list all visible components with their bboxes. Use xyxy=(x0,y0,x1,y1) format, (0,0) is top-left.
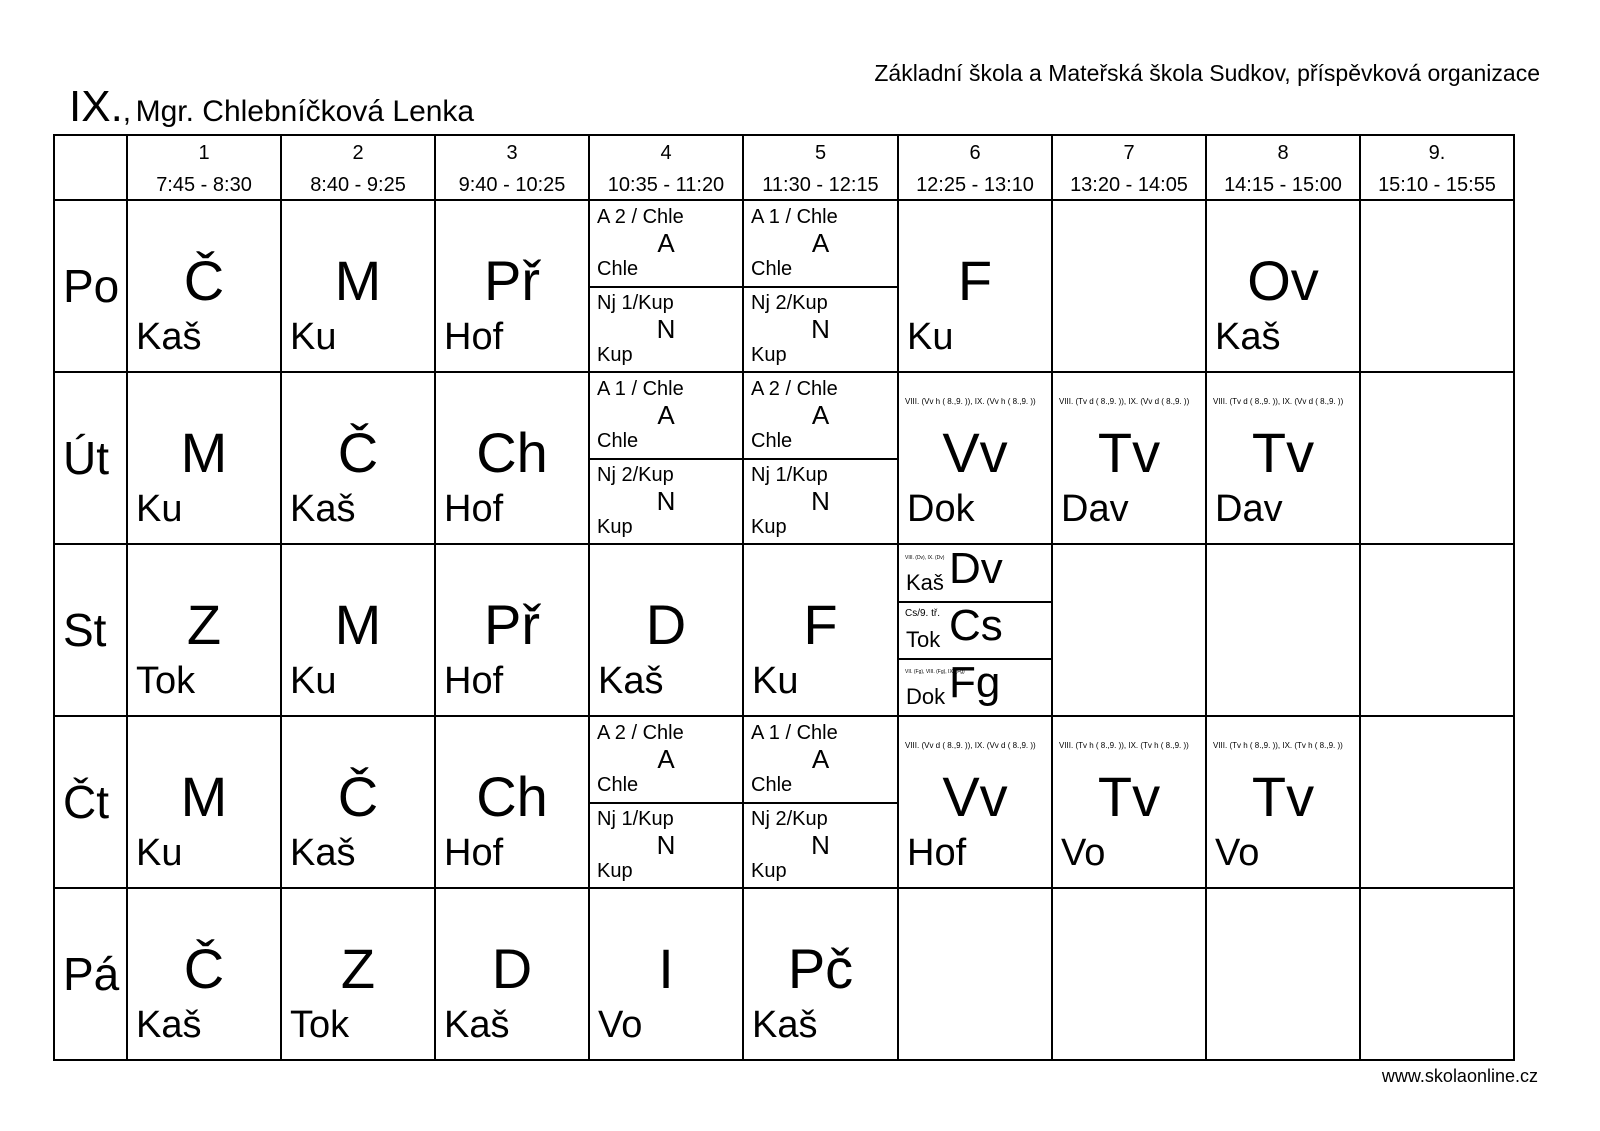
period-header-row xyxy=(54,135,1514,200)
lesson-teacher: Dok xyxy=(907,488,975,530)
group-subject: N xyxy=(656,486,676,516)
lesson-cell xyxy=(743,888,898,1060)
lesson-teacher: Kaš xyxy=(290,832,356,874)
lesson-subject: Z xyxy=(186,593,222,656)
group-teacher: Chle xyxy=(751,430,793,452)
lesson-teacher: Hof xyxy=(444,488,504,530)
empty-lesson xyxy=(1360,372,1514,544)
lesson-cell xyxy=(127,544,281,716)
lesson-subject: Vv xyxy=(942,765,1008,828)
lesson-teacher: Ku xyxy=(136,832,183,874)
lesson-cell xyxy=(281,888,435,1060)
group-name: A 2 / Chle xyxy=(597,206,684,228)
group-teacher: Kup xyxy=(751,860,787,882)
timetable xyxy=(53,134,1515,1061)
lesson-subject: Tv xyxy=(1251,765,1315,828)
empty-lesson xyxy=(1360,888,1514,1060)
lesson-teacher: Kaš xyxy=(752,1004,818,1046)
group-name: Nj 1/Kup xyxy=(597,292,674,314)
lesson-teacher: Ku xyxy=(290,660,337,702)
empty-lesson xyxy=(898,888,1052,1060)
lesson-subject: Ch xyxy=(476,421,548,484)
lesson-subject: I xyxy=(658,937,674,1000)
group-lesson xyxy=(590,459,742,544)
elective-lesson xyxy=(899,659,1051,715)
period-header xyxy=(1206,135,1360,200)
lesson-cell xyxy=(127,372,281,544)
period-time: 12:25 - 13:10 xyxy=(916,174,1034,196)
period-number: 7 xyxy=(1123,142,1135,164)
elective-subject: Fg xyxy=(949,658,1001,707)
lesson-note: VIII. (Tv d ( 8.,9. )), IX. (Vv d ( 8.,9. )) xyxy=(1213,397,1344,406)
group-teacher: Chle xyxy=(751,258,793,280)
lesson-cell xyxy=(281,372,435,544)
lesson-cell xyxy=(281,544,435,716)
lesson-cell xyxy=(898,716,1052,888)
lesson-subject: D xyxy=(645,593,687,656)
lesson-cell xyxy=(435,372,589,544)
lesson-teacher: Ku xyxy=(290,316,337,358)
lesson-subject: F xyxy=(957,249,993,312)
elective-lesson xyxy=(899,602,1051,660)
lesson-cell xyxy=(435,716,589,888)
lesson-teacher: Ku xyxy=(136,488,183,530)
empty-lesson xyxy=(1206,544,1360,716)
lesson-cell xyxy=(898,372,1052,544)
period-header xyxy=(1052,135,1206,200)
period-header xyxy=(281,135,435,200)
period-number: 1 xyxy=(198,142,210,164)
lesson-cell xyxy=(281,200,435,372)
lesson-note: VIII. (Tv d ( 8.,9. )), IX. (Vv d ( 8.,9. )) xyxy=(1059,397,1190,406)
class-teacher: Mgr. Chlebníčková Lenka xyxy=(135,95,475,128)
lesson-cell xyxy=(127,888,281,1060)
lesson-subject: F xyxy=(803,593,838,656)
lesson-teacher: Kaš xyxy=(598,660,664,702)
lesson-cell xyxy=(127,200,281,372)
group-subject: A xyxy=(657,400,675,430)
group-subject: N xyxy=(656,314,676,344)
lesson-subject: Č xyxy=(183,937,225,1000)
footer-link[interactable]: www.skolaonline.cz xyxy=(1381,1066,1538,1086)
corner-cell xyxy=(54,135,127,200)
school-name: Základní škola a Mateřská škola Sudkov, příspěvková organizace xyxy=(874,60,1540,86)
period-header xyxy=(435,135,589,200)
group-lesson xyxy=(744,287,897,372)
page-title xyxy=(69,82,474,132)
empty-lesson xyxy=(1360,544,1514,716)
period-number: 2 xyxy=(352,142,364,164)
group-name: A 1 / Chle xyxy=(751,206,838,228)
lesson-subject: M xyxy=(180,421,228,484)
day-cell xyxy=(54,544,127,716)
group-lesson xyxy=(590,287,742,372)
group-lesson xyxy=(590,201,742,288)
elective-lesson xyxy=(899,545,1051,603)
lesson-cell xyxy=(743,372,898,544)
lesson-teacher: Kaš xyxy=(1215,316,1281,358)
lesson-teacher: Tok xyxy=(290,1004,350,1046)
group-lesson xyxy=(744,459,897,544)
group-teacher: Chle xyxy=(751,774,793,796)
group-lesson xyxy=(590,373,742,460)
group-lesson xyxy=(590,803,742,888)
lesson-subject: Př xyxy=(484,249,540,312)
class-name: IX. xyxy=(69,82,123,131)
elective-note: VII. (Fg), VIII. (Fg), IX. (Fg) xyxy=(905,669,965,675)
lesson-cell xyxy=(743,544,898,716)
lesson-teacher: Vo xyxy=(1215,832,1260,874)
empty-lesson xyxy=(1052,200,1206,372)
lesson-subject: M xyxy=(334,593,382,656)
group-name: Nj 1/Kup xyxy=(597,808,674,830)
group-subject: N xyxy=(811,486,830,516)
group-teacher: Chle xyxy=(597,258,639,280)
group-subject: N xyxy=(656,830,676,860)
group-subject: N xyxy=(811,830,830,860)
elective-note: VIII. (Dv), IX. (Dv) xyxy=(905,555,945,561)
period-header xyxy=(1360,135,1514,200)
group-lesson xyxy=(744,803,897,888)
day-row xyxy=(54,716,1514,888)
lesson-note: VIII. (Tv h ( 8.,9. )), IX. (Tv h ( 8.,9. )) xyxy=(1059,741,1189,750)
empty-lesson xyxy=(1206,888,1360,1060)
day-row xyxy=(54,200,1514,372)
lesson-cell xyxy=(743,716,898,888)
lesson-cell xyxy=(435,200,589,372)
lesson-subject: Z xyxy=(340,937,376,1000)
lesson-subject: Ov xyxy=(1247,249,1319,312)
day-name: St xyxy=(63,604,107,656)
group-subject: A xyxy=(657,744,675,774)
empty-lesson xyxy=(1360,200,1514,372)
lesson-subject: M xyxy=(334,249,382,312)
lesson-subject: Č xyxy=(337,421,379,484)
group-name: A 2 / Chle xyxy=(751,378,838,400)
lesson-subject: M xyxy=(180,765,228,828)
group-lesson xyxy=(744,373,897,460)
lesson-cell xyxy=(1052,716,1206,888)
day-cell xyxy=(54,372,127,544)
lesson-cell xyxy=(435,544,589,716)
empty-lesson xyxy=(1360,716,1514,888)
group-name: Nj 2/Kup xyxy=(751,808,828,830)
period-header xyxy=(898,135,1052,200)
lesson-cell xyxy=(898,200,1052,372)
group-teacher: Chle xyxy=(597,774,639,796)
lesson-teacher: Hof xyxy=(444,832,504,874)
group-teacher: Kup xyxy=(751,516,787,538)
title-separator: , xyxy=(122,95,132,128)
period-header xyxy=(743,135,898,200)
period-header xyxy=(589,135,743,200)
period-number: 8 xyxy=(1277,142,1289,164)
period-time: 8:40 - 9:25 xyxy=(310,174,406,196)
lesson-subject: Ch xyxy=(476,765,548,828)
day-name: Po xyxy=(63,260,120,312)
period-number: 5 xyxy=(814,142,827,164)
lesson-teacher: Vo xyxy=(598,1004,643,1046)
elective-note: Cs/9. tř. xyxy=(905,608,941,619)
lesson-subject: Př xyxy=(484,593,540,656)
empty-lesson xyxy=(1052,888,1206,1060)
elective-teacher: Kaš xyxy=(906,570,944,595)
period-time: 11:30 - 12:15 xyxy=(762,174,879,196)
period-time: 7:45 - 8:30 xyxy=(156,174,252,196)
lesson-subject: Pč xyxy=(787,937,854,1000)
group-lesson xyxy=(744,201,897,288)
elective-teacher: Tok xyxy=(906,627,941,652)
lesson-cell xyxy=(1052,372,1206,544)
period-number: 9. xyxy=(1428,142,1446,164)
day-row xyxy=(54,544,1514,716)
day-name: Út xyxy=(63,432,109,484)
lesson-teacher: Dav xyxy=(1061,488,1129,530)
day-name: Čt xyxy=(63,776,109,828)
group-subject: A xyxy=(811,400,830,430)
lesson-teacher: Kaš xyxy=(444,1004,510,1046)
period-time: 15:10 - 15:55 xyxy=(1378,174,1496,196)
lesson-subject: Tv xyxy=(1097,765,1161,828)
lesson-note: VIII. (Vv h ( 8.,9. )), IX. (Vv h ( 8.,9. )) xyxy=(905,397,1036,406)
lesson-teacher: Kaš xyxy=(136,1004,202,1046)
period-time: 9:40 - 10:25 xyxy=(458,174,566,196)
group-teacher: Chle xyxy=(597,430,639,452)
lesson-note: VIII. (Vv d ( 8.,9. )), IX. (Vv d ( 8.,9. )) xyxy=(905,741,1036,750)
day-row xyxy=(54,888,1514,1060)
group-subject: N xyxy=(811,314,830,344)
lesson-teacher: Hof xyxy=(444,316,504,358)
period-number: 4 xyxy=(660,142,672,164)
elective-subject: Dv xyxy=(949,544,1003,593)
lesson-subject: D xyxy=(491,937,533,1000)
group-name: Nj 2/Kup xyxy=(751,292,828,314)
day-name: Pá xyxy=(63,948,120,1000)
lesson-cell xyxy=(589,888,743,1060)
lesson-cell xyxy=(1206,716,1360,888)
lesson-subject: Č xyxy=(183,249,225,312)
elective-subject: Cs xyxy=(949,601,1003,650)
group-subject: A xyxy=(657,228,675,258)
lesson-cell xyxy=(281,716,435,888)
lesson-cell xyxy=(127,716,281,888)
group-lesson xyxy=(744,717,897,804)
lesson-teacher: Kaš xyxy=(136,316,202,358)
lesson-cell xyxy=(589,716,743,888)
empty-lesson xyxy=(1052,544,1206,716)
lesson-subject: Tv xyxy=(1251,421,1315,484)
group-name: A 1 / Chle xyxy=(597,378,684,400)
lesson-note: VIII. (Tv h ( 8.,9. )), IX. (Tv h ( 8.,9. )) xyxy=(1213,741,1343,750)
group-name: Nj 2/Kup xyxy=(597,464,674,486)
lesson-teacher: Ku xyxy=(752,660,799,702)
period-time: 13:20 - 14:05 xyxy=(1070,174,1188,196)
lesson-cell xyxy=(589,200,743,372)
period-number: 6 xyxy=(969,142,981,164)
group-teacher: Kup xyxy=(597,860,633,882)
day-row xyxy=(54,372,1514,544)
lesson-cell xyxy=(898,544,1052,716)
period-time: 10:35 - 11:20 xyxy=(607,174,725,196)
lesson-cell xyxy=(435,888,589,1060)
lesson-teacher: Hof xyxy=(444,660,504,702)
lesson-teacher: Vo xyxy=(1061,832,1106,874)
lesson-teacher: Hof xyxy=(907,832,967,874)
lesson-subject: Tv xyxy=(1097,421,1161,484)
lesson-cell xyxy=(743,200,898,372)
lesson-teacher: Tok xyxy=(136,660,196,702)
lesson-teacher: Kaš xyxy=(290,488,356,530)
lesson-cell xyxy=(1206,372,1360,544)
period-header xyxy=(127,135,281,200)
lesson-teacher: Ku xyxy=(907,316,954,358)
lesson-teacher: Dav xyxy=(1215,488,1283,530)
lesson-cell xyxy=(589,544,743,716)
group-lesson xyxy=(590,717,742,804)
day-cell xyxy=(54,888,127,1060)
group-subject: A xyxy=(811,228,830,258)
period-number: 3 xyxy=(506,142,518,164)
group-subject: A xyxy=(811,744,830,774)
group-name: A 1 / Chle xyxy=(751,722,838,744)
group-teacher: Kup xyxy=(597,344,633,366)
lesson-subject: Č xyxy=(337,765,379,828)
lesson-cell xyxy=(1206,200,1360,372)
group-name: Nj 1/Kup xyxy=(751,464,828,486)
lesson-subject: Vv xyxy=(942,421,1008,484)
elective-teacher: Dok xyxy=(906,684,946,709)
group-teacher: Kup xyxy=(597,516,633,538)
day-cell xyxy=(54,200,127,372)
lesson-cell xyxy=(589,372,743,544)
group-teacher: Kup xyxy=(751,344,787,366)
day-cell xyxy=(54,716,127,888)
period-time: 14:15 - 15:00 xyxy=(1224,174,1342,196)
group-name: A 2 / Chle xyxy=(597,722,684,744)
